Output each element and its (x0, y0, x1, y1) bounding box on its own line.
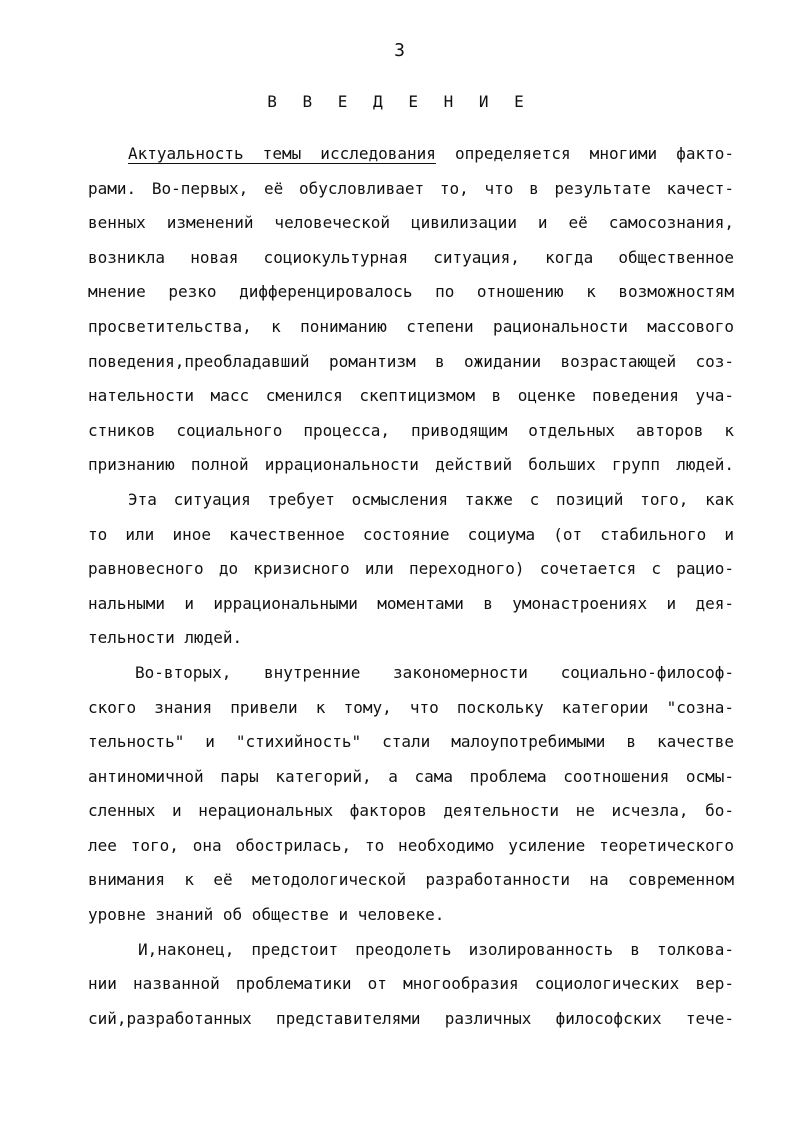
paragraph-1-line-9: стников социального процесса, приводящим отдельных авторов к (88, 420, 734, 440)
topic-relevance-phrase: Актуальность темы исследования (128, 144, 436, 163)
paragraph-3-line-3: тельность" и "стихийность" стали малоупотребимыми в качестве (88, 732, 734, 752)
paragraph-3-line-5: сленных и нерациональных факторов деятельности не исчезла, бо- (88, 801, 734, 821)
paragraph-1-line-4: возникла новая социокультурная ситуация, когда общественное (88, 247, 734, 267)
paragraph-2-line-4: нальными и иррациональными моментами в умонастроениях и дея- (88, 593, 734, 613)
document-body (88, 137, 734, 1036)
paragraph-4-line-3: сий,разработанных представителями различных философских тече- (88, 1008, 734, 1028)
paragraph-1-line-7: поведения,преобладавший романтизм в ожидании возрастающей соз- (88, 351, 734, 371)
paragraph-3-line-6: лее того, она обострилась, то необходимо усиление теоретического (88, 835, 734, 855)
paragraph-1-line-10: признанию полной иррациональности действий больших групп людей. (88, 455, 734, 475)
page-number: 3 (394, 40, 405, 61)
paragraph-2-line-5: тельности людей. (88, 628, 243, 648)
paragraph-2-line-2: то или иное качественное состояние социума (от стабильного и (88, 524, 734, 544)
paragraph-4-line-1: И,наконец, предстоит преодолеть изолированность в толкова- (138, 939, 734, 959)
paragraph-3-line-7: внимания к её методологической разработанности на современном (88, 870, 734, 890)
paragraph-1-line-2: рами. Во-первых, её обусловливает то, что в результате качест- (88, 178, 734, 198)
paragraph-4-line-2: нии названной проблематики от многообразия социологических вер- (88, 974, 734, 994)
paragraph-1-line-6: просветительства, к пониманию степени рациональности массового (88, 316, 734, 336)
section-heading: В В Е Д Е Н И Е (267, 92, 532, 111)
paragraph-2-line-1: Эта ситуация требует осмысления также с позиций того, как (128, 489, 734, 509)
paragraph-3-line-1: Во-вторых, внутренние закономерности социально-философ- (135, 662, 734, 682)
paragraph-1-line-5: мнение резко дифференцировалось по отношению к возможностям (88, 282, 734, 302)
paragraph-3-line-2: ского знания привели к тому, что поскольку категории "созна- (88, 697, 734, 717)
paragraph-1-line-1-rest: определяется многими факто- (435, 144, 735, 163)
paragraph-3-line-8: уровне знаний об обществе и человеке. (88, 905, 445, 925)
paragraph-1-line-1 (88, 137, 734, 172)
paragraph-1-line-3: венных изменений человеческой цивилизации и её самосознания, (88, 213, 734, 233)
paragraph-2-line-3: равновесного до кризисного или переходного) сочетается с рацио- (88, 559, 734, 579)
paragraph-1-line-8: нательности масс сменился скептицизмом в оценке поведения уча- (88, 386, 734, 406)
paragraph-3-line-4: антиномичной пары категорий, а сама проблема соотношения осмы- (88, 766, 734, 786)
